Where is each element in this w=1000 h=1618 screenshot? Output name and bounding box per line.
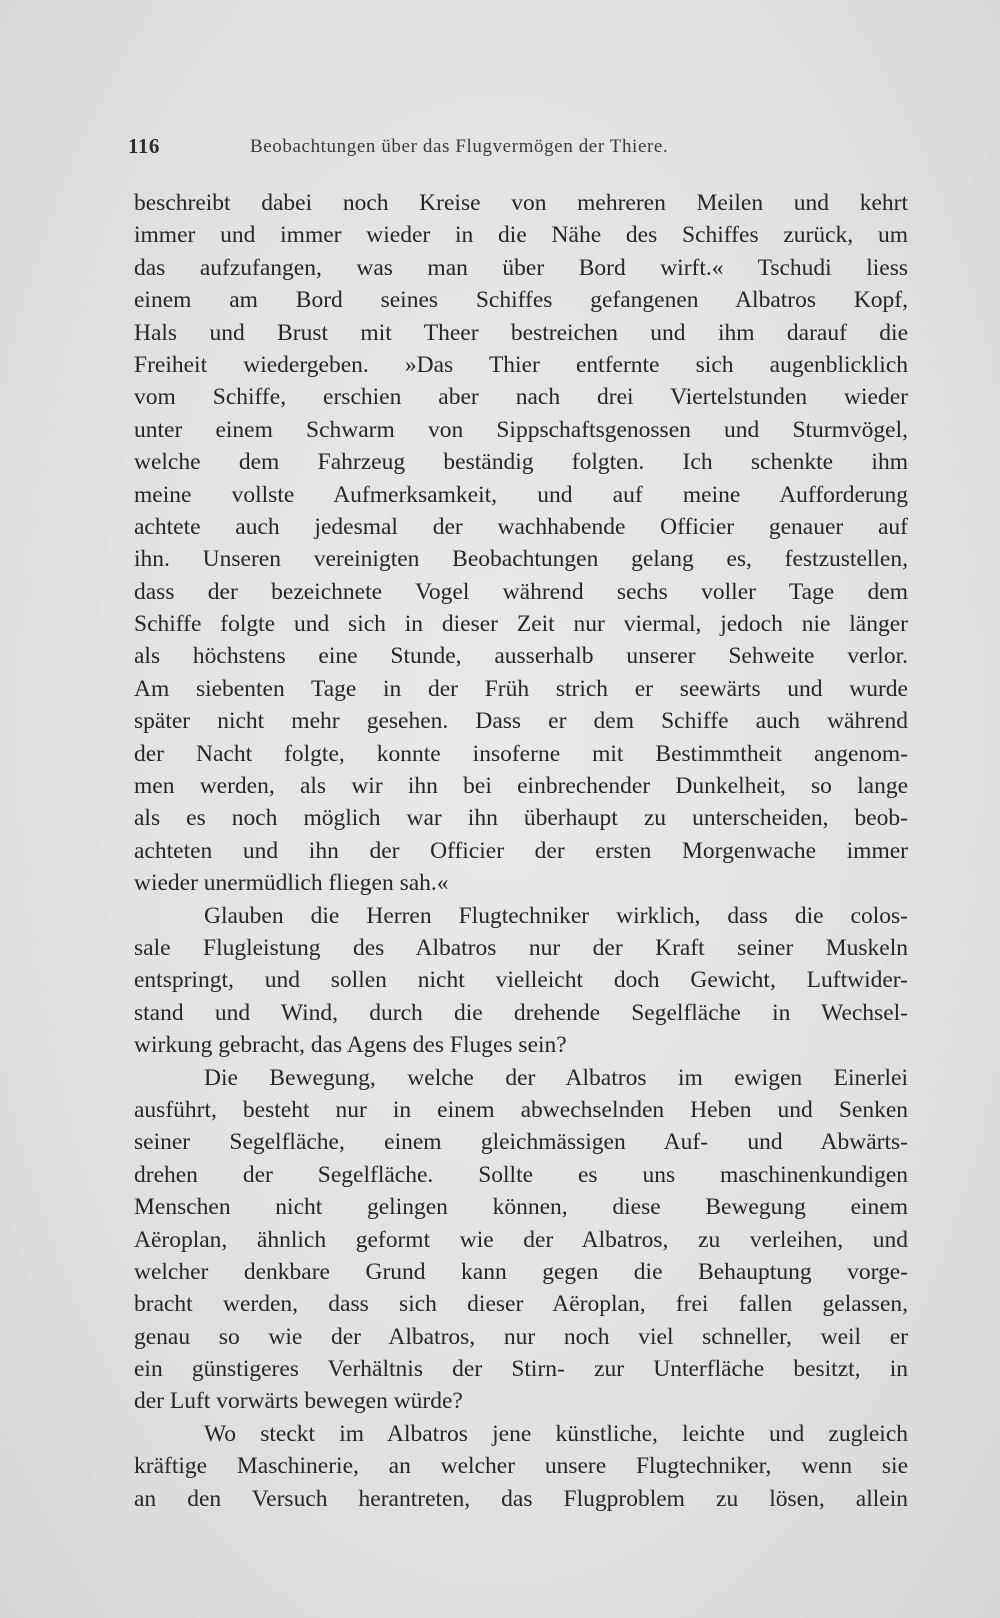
text-line: genau so wie der Albatros, nur noch viel schneller, weil er bbox=[134, 1323, 908, 1350]
text-line: ihn. Unseren vereinigten Beobachtungen gelang es, festzustellen, bbox=[134, 546, 908, 573]
page-number: 116 bbox=[128, 134, 160, 158]
text-line: welche dem Fahrzeug beständig folgten. Ich schenkte ihm bbox=[134, 449, 908, 476]
text-line: achteten und ihn der Officier der ersten Morgenwache immer bbox=[134, 837, 908, 864]
text-line: an den Versuch herantreten, das Flugproblem zu lösen, allein bbox=[134, 1485, 908, 1512]
text-line: Freiheit wiedergeben. »Das Thier entfernte sich augenblicklich bbox=[134, 351, 908, 378]
text-line: vom Schiffe, erschien aber nach drei Viertelstunden wieder bbox=[134, 384, 908, 411]
text-line: entspringt, und sollen nicht vielleicht doch Gewicht, Luftwider- bbox=[134, 967, 908, 994]
text-line: dass der bezeichnete Vogel während sechs voller Tage dem bbox=[134, 578, 908, 605]
text-line: drehen der Segelfläche. Sollte es uns maschinenkundigen bbox=[134, 1161, 908, 1188]
text-line: später nicht mehr gesehen. Dass er dem Schiffe auch während bbox=[134, 708, 908, 735]
text-line: das aufzufangen, was man über Bord wirft.« Tschudi liess bbox=[134, 254, 908, 281]
text-line: als höchstens eine Stunde, ausserhalb unserer Sehweite verlor. bbox=[134, 643, 908, 670]
text-line: sale Flugleistung des Albatros nur der Kraft seiner Muskeln bbox=[134, 934, 908, 961]
running-title: Beobachtungen über das Flugvermögen der Thiere. bbox=[250, 136, 669, 157]
text-line: als es noch möglich war ihn überhaupt zu unterscheiden, beob- bbox=[134, 805, 908, 832]
text-line: Die Bewegung, welche der Albatros im ewigen Einerlei bbox=[204, 1064, 908, 1091]
text-line: der Luft vorwärts bewegen würde? bbox=[134, 1388, 463, 1415]
text-line: wieder unermüdlich fliegen sah.« bbox=[134, 870, 449, 897]
text-line: men werden, als wir ihn bei einbrechender Dunkelheit, so lange bbox=[134, 773, 908, 800]
text-line: achtete auch jedesmal der wachhabende Officier genauer auf bbox=[134, 513, 908, 540]
body-text bbox=[134, 187, 908, 1515]
text-line: immer und immer wieder in die Nähe des Schiffes zurück, um bbox=[134, 222, 908, 249]
text-line: wirkung gebracht, das Agens des Fluges sein? bbox=[134, 1032, 567, 1059]
text-line: ein günstigeres Verhältnis der Stirn- zur Unterfläche besitzt, in bbox=[134, 1356, 908, 1383]
text-line: seiner Segelfläche, einem gleichmässigen Auf- und Abwärts- bbox=[134, 1129, 908, 1156]
text-line: stand und Wind, durch die drehende Segelfläche in Wechsel- bbox=[134, 999, 908, 1026]
text-line: ausführt, besteht nur in einem abwechselnden Heben und Senken bbox=[134, 1096, 908, 1123]
text-line: Menschen nicht gelingen können, diese Bewegung einem bbox=[134, 1194, 908, 1221]
text-line: Aëroplan, ähnlich geformt wie der Albatros, zu verleihen, und bbox=[134, 1226, 908, 1253]
text-line: Wo steckt im Albatros jene künstliche, leichte und zugleich bbox=[204, 1420, 908, 1447]
text-line: welcher denkbare Grund kann gegen die Behauptung vorge- bbox=[134, 1258, 908, 1285]
text-line: Schiffe folgte und sich in dieser Zeit nur viermal, jedoch nie länger bbox=[134, 611, 908, 638]
text-line: unter einem Schwarm von Sippschaftsgenossen und Sturmvögel, bbox=[134, 416, 908, 443]
text-line: einem am Bord seines Schiffes gefangenen Albatros Kopf, bbox=[134, 287, 908, 314]
text-line: Am siebenten Tage in der Früh strich er seewärts und wurde bbox=[134, 675, 908, 702]
text-line: kräftige Maschinerie, an welcher unsere Flugtechniker, wenn sie bbox=[134, 1453, 908, 1480]
text-line: Glauben die Herren Flugtechniker wirklich, dass die colos- bbox=[204, 902, 908, 929]
text-line: beschreibt dabei noch Kreise von mehreren Meilen und kehrt bbox=[134, 190, 908, 216]
text-line: meine vollste Aufmerksamkeit, und auf meine Aufforderung bbox=[134, 481, 908, 508]
text-line: der Nacht folgte, konnte insoferne mit Bestimmtheit angenom- bbox=[134, 740, 908, 767]
text-line: bracht werden, dass sich dieser Aëroplan, frei fallen gelassen, bbox=[134, 1291, 908, 1318]
text-line: Hals und Brust mit Theer bestreichen und ihm darauf die bbox=[134, 319, 908, 346]
page-header bbox=[128, 134, 778, 168]
